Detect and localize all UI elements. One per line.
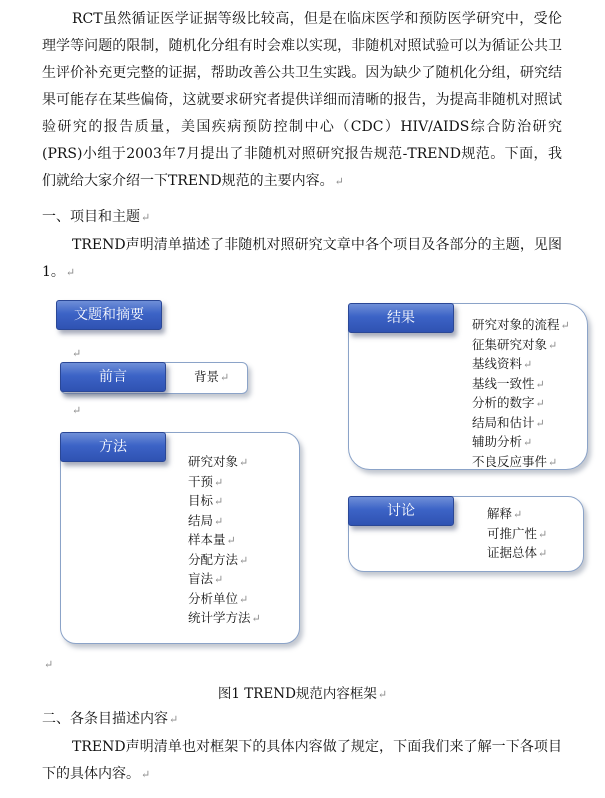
list-item: 分析单位↵ bbox=[188, 590, 249, 606]
list-item: 辅助分析↵ bbox=[472, 434, 533, 449]
methods-items bbox=[188, 453, 261, 629]
paragraph-mark: ↵ bbox=[334, 175, 344, 188]
discussion-tag: 讨论 bbox=[348, 496, 454, 526]
list-item: 基线资料↵ bbox=[472, 356, 533, 371]
paragraph-mark: ↵ bbox=[65, 266, 76, 279]
list-item: 可推广性↵ bbox=[487, 525, 548, 541]
section1-paragraph: TREND声明清单描述了非随机对照研究文章中各个项目及各部分的主题，见图1。↵ bbox=[42, 237, 562, 280]
list-item: 结局和估计↵ bbox=[472, 414, 545, 430]
section-heading-1: 一、项目和主题↵ bbox=[42, 209, 151, 225]
list-item: 研究对象↵ bbox=[188, 454, 249, 469]
paragraph-mark: ↵ bbox=[44, 658, 54, 671]
list-item: 背景↵ bbox=[194, 369, 230, 384]
list-item: 样本量↵ bbox=[188, 532, 236, 547]
list-item: 不良反应事件↵ bbox=[472, 453, 558, 469]
list-item: 干预↵ bbox=[188, 473, 224, 489]
list-item: 研究对象的流程↵ bbox=[472, 317, 570, 332]
results-tag: 结果 bbox=[348, 303, 454, 333]
paragraph-mark: ↵ bbox=[141, 211, 151, 224]
paragraph-mark: ↵ bbox=[169, 713, 179, 726]
title-abstract-tag: 文题和摘要 bbox=[56, 300, 162, 330]
list-item: 结局↵ bbox=[188, 512, 224, 528]
list-item: 统计学方法↵ bbox=[188, 610, 261, 625]
introduction-items bbox=[194, 368, 229, 388]
list-item: 证据总体↵ bbox=[487, 545, 548, 560]
list-item: 分配方法↵ bbox=[188, 551, 249, 567]
list-item: 基线一致性↵ bbox=[472, 375, 545, 391]
paragraph-mark: ↵ bbox=[141, 768, 151, 781]
methods-box bbox=[60, 432, 300, 644]
section-heading-2: 二、各条目描述内容↵ bbox=[42, 711, 179, 727]
section2-paragraph: TREND声明清单也对框架下的具体内容做了规定，下面我们来了解一下各项目下的具体内容。↵ bbox=[42, 739, 562, 782]
discussion-items bbox=[487, 505, 547, 564]
list-item: 目标↵ bbox=[188, 493, 224, 508]
list-item: 征集研究对象↵ bbox=[472, 336, 558, 352]
introduction-tag: 前言 bbox=[60, 362, 166, 392]
results-items bbox=[472, 316, 570, 472]
methods-tag: 方法 bbox=[60, 432, 166, 462]
list-item: 解释↵ bbox=[487, 506, 523, 521]
paragraph-mark: ↵ bbox=[72, 404, 82, 417]
paragraph-mark: ↵ bbox=[72, 347, 82, 360]
list-item: 分析的数字↵ bbox=[472, 395, 545, 410]
list-item: 盲法↵ bbox=[188, 571, 224, 586]
figure-caption: 图1 TREND规范内容框架↵ bbox=[217, 686, 388, 702]
intro-paragraph: RCT虽然循证医学证据等级比较高，但是在临床医学和预防医学研究中，受伦理学等问题的限制，随机化分组有时会难以实现，非随机对照试验可以为循证公共卫生评价补充更完整的证据，帮助改善公共卫生实践。因为缺少了随机化分组，研究结果可能存在某些偏倚，这就要求研究者提供详细而清晰的报告，为提高非随机对照试验研究的报告质量，美国疾病预防控制中心（CDC）HIV/AIDS综合防治研究(PRS)小组于2003年7月提出了非随机对照研究报告规范-TREND规范。下面，我们就给大家介绍一下TREND规范的主要内容。↵ bbox=[42, 11, 562, 189]
